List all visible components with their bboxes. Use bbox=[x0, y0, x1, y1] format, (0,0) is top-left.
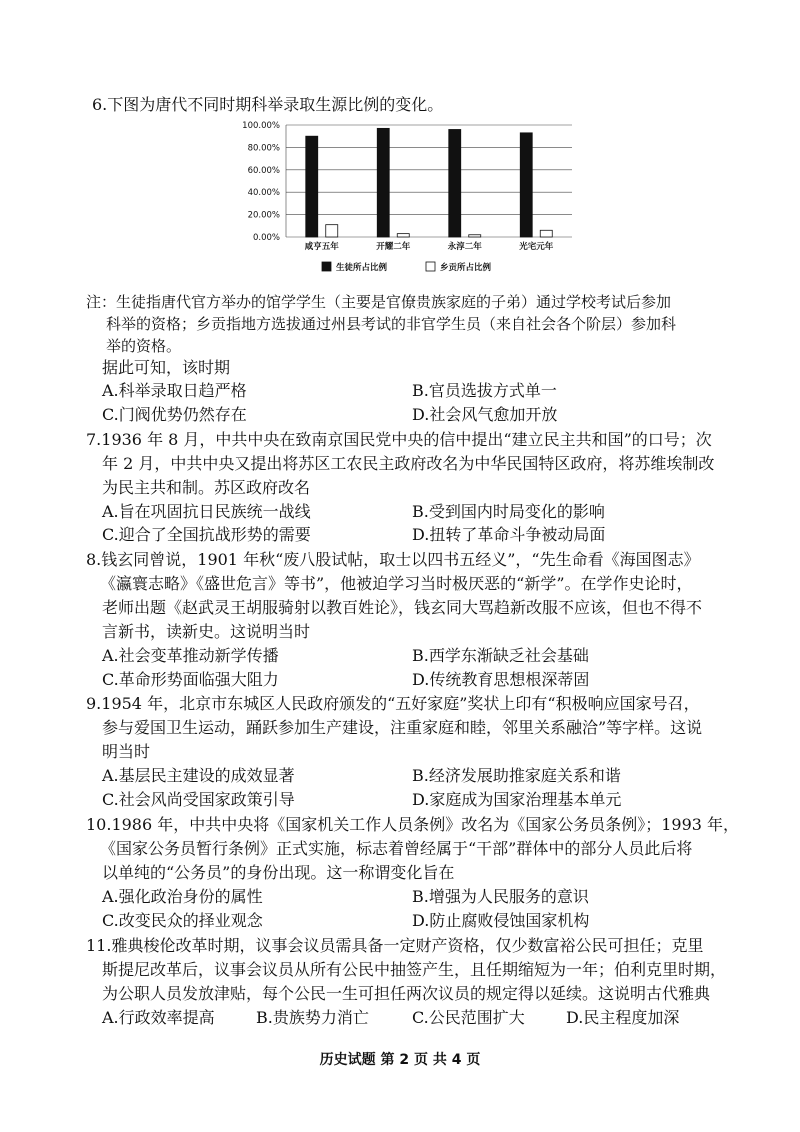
q8-option-c: C.革命形势面临强大阻力 bbox=[102, 670, 279, 689]
legend-swatch bbox=[426, 262, 435, 271]
q6-option-d: D.社会风气愈加开放 bbox=[412, 405, 558, 424]
q11-option-d: D.民主程度加深 bbox=[566, 1008, 680, 1027]
y-tick-label: 80.00% bbox=[247, 143, 280, 154]
q9-line-3: 明当时 bbox=[102, 742, 151, 761]
bar-shengtu bbox=[306, 136, 318, 237]
x-tick-label: 光宅元年 bbox=[519, 242, 554, 252]
q7-option-b: B.受到国内时局变化的影响 bbox=[412, 502, 605, 521]
x-tick-label: 开耀二年 bbox=[376, 242, 411, 252]
q8-option-b: B.西学东渐缺乏社会基础 bbox=[412, 646, 589, 665]
bar-xianggong bbox=[326, 225, 338, 237]
q6-note-line-1: 注：生徒指唐代官方举办的馆学学生（主要是官僚贵族家庭的子弟）通过学校考试后参加 bbox=[86, 293, 672, 311]
q11-line-2: 斯提尼改革后，议事会议员从所有公民中抽签产生，且任期缩短为一年；伯利克里时期， bbox=[102, 960, 727, 979]
page-footer: 历史试题 第 2 页 共 4 页 bbox=[319, 1052, 481, 1068]
q9-option-c: C.社会风尚受国家政策引导 bbox=[102, 790, 295, 809]
q11-option-c: C.公民范围扩大 bbox=[412, 1008, 525, 1027]
q9-option-a: A.基层民主建设的成效显著 bbox=[102, 766, 295, 785]
q10-option-a: A.强化政治身份的属性 bbox=[102, 887, 263, 906]
q6-note-line-3: 举的资格。 bbox=[106, 337, 182, 355]
bar-xianggong bbox=[469, 235, 481, 237]
bar-xianggong bbox=[397, 234, 409, 237]
y-tick-label: 100.00% bbox=[242, 121, 280, 131]
bar-shengtu bbox=[377, 128, 389, 237]
q7-line-2: 年 2 月，中共中央又提出将苏区工农民主政府改名为中华民国特区政府，将苏维埃制改 bbox=[102, 454, 715, 473]
q8-option-d: D.传统教育思想根深蒂固 bbox=[412, 670, 590, 689]
q8-line-3: 老师出题《赵武灵王胡服骑射以教百姓论》，钱玄同大骂趋新改服不应该，但也不得不 bbox=[102, 598, 703, 617]
q7-line-1: 7.1936 年 8 月，中共中央在致南京国民党中央的信中提出“建立民主共和国”的口号；次 bbox=[86, 430, 712, 449]
q9-line-1: 9.1954 年，北京市东城区人民政府颁发的“五好家庭”奖状上印有“积极响应国家号召， bbox=[86, 694, 700, 713]
q6-question: 据此可知，该时期 bbox=[102, 358, 231, 377]
q10-line-1: 10.1986 年，中共中央将《国家机关工作人员条例》改名为《国家公务员条例》；1993 年， bbox=[86, 815, 740, 834]
chart-legend bbox=[322, 262, 492, 273]
y-tick-label: 40.00% bbox=[247, 188, 280, 199]
chart-y-axis bbox=[242, 121, 280, 243]
q8-line-4: 言新书，读新史。这说明当时 bbox=[102, 622, 311, 641]
q11-line-1: 11.雅典梭伦改革时期，议事会议员需具备一定财产资格，仅少数富裕公民可担任；克里 bbox=[86, 936, 704, 955]
q8-line-1: 8.钱玄同曾说，1901 年秋“废八股试帖，取士以四书五经义”，“先生命看《海国图志》 bbox=[86, 550, 700, 569]
q7-option-d: D.扭转了革命斗争被动局面 bbox=[412, 525, 606, 544]
q10-line-2: 《国家公务员暂行条例》正式实施，标志着曾经属于“干部”群体中的部分人员此后将 bbox=[100, 839, 693, 858]
q6-option-c: C.门阀优势仍然存在 bbox=[102, 405, 247, 424]
bar-shengtu bbox=[449, 129, 461, 237]
q9-option-b: B.经济发展助推家庭关系和谐 bbox=[412, 766, 621, 785]
y-tick-label: 0.00% bbox=[252, 233, 280, 243]
q6-note-line-2: 科举的资格；乡贡指地方选拔通过州县考试的非官学生员（来自社会各个阶层）参加科 bbox=[106, 315, 677, 333]
q10-option-d: D.防止腐败侵蚀国家机构 bbox=[412, 911, 590, 930]
q8-option-a: A.社会变革推动新学传播 bbox=[102, 646, 279, 665]
q10-line-3: 以单纯的“公务员”的身份出现。这一称谓变化旨在 bbox=[102, 863, 455, 882]
q10-option-b: B.增强为人民服务的意识 bbox=[412, 887, 589, 906]
q7-line-3: 为民主共和制。苏区政府改名 bbox=[102, 478, 311, 497]
chart-bars bbox=[306, 128, 553, 237]
q10-option-c: C.改变民众的择业观念 bbox=[102, 911, 263, 930]
q11-line-3: 为公职人员发放津贴，每个公民一生可担任两次议员的规定得以延续。这说明古代雅典 bbox=[102, 984, 711, 1003]
q6-option-a: A.科举录取日趋严格 bbox=[102, 381, 247, 400]
q9-line-2: 参与爱国卫生运动，踊跃参加生产建设，注重家庭和睦，邻里关系融洽”等字样。这说 bbox=[102, 718, 703, 737]
q6-option-b: B.官员选拔方式单一 bbox=[412, 381, 557, 400]
q9-option-d: D.家庭成为国家治理基本单元 bbox=[412, 790, 622, 809]
q6-stem: 6.下图为唐代不同时期科举录取生源比例的变化。 bbox=[92, 95, 444, 114]
q6-bar-chart bbox=[236, 117, 576, 277]
y-tick-label: 60.00% bbox=[247, 165, 280, 176]
q7-option-a: A.旨在巩固抗日民族统一战线 bbox=[102, 502, 311, 521]
q11-option-b: B.贵族势力消亡 bbox=[256, 1008, 369, 1027]
legend-swatch bbox=[322, 262, 331, 271]
y-tick-label: 20.00% bbox=[247, 210, 280, 221]
chart-x-axis bbox=[305, 241, 554, 252]
bar-xianggong bbox=[540, 230, 552, 237]
bar-shengtu bbox=[520, 133, 532, 237]
legend-label: 生徒所占比例 bbox=[336, 263, 388, 273]
q11-option-a: A.行政效率提高 bbox=[102, 1008, 215, 1027]
legend-label: 乡贡所占比例 bbox=[440, 263, 492, 273]
q8-line-2: 《瀛寰志略》《盛世危言》等书”，他被迫学习当时极厌恶的“新学”。在学作史论时， bbox=[100, 574, 693, 593]
q7-option-c: C.迎合了全国抗战形势的需要 bbox=[102, 525, 311, 544]
x-tick-label: 永淳二年 bbox=[447, 242, 482, 252]
x-tick-label: 咸亨五年 bbox=[304, 242, 339, 252]
